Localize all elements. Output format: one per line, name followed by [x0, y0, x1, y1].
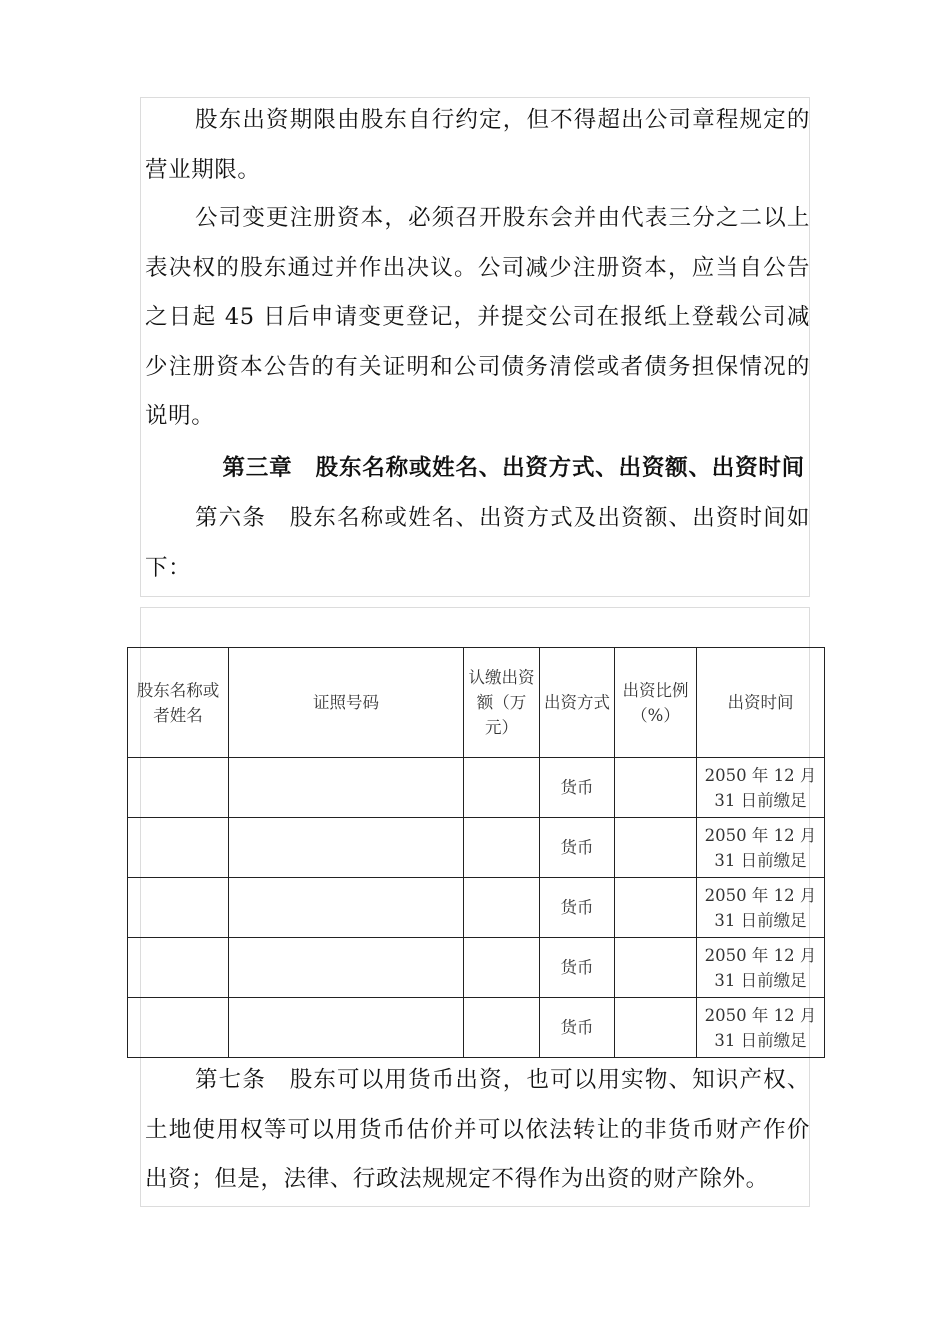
- cell-name: [128, 938, 229, 998]
- cell-id-number: [229, 938, 464, 998]
- header-contribution-method: 出资方式: [540, 648, 615, 758]
- cell-method: 货币: [540, 878, 615, 938]
- table-row: [128, 818, 825, 878]
- cell-amount: [464, 938, 540, 998]
- cell-name: [128, 998, 229, 1058]
- cell-amount: [464, 818, 540, 878]
- cell-time: 2050 年 12 月 31 日前缴足: [697, 938, 825, 998]
- cell-id-number: [229, 758, 464, 818]
- cell-time: 2050 年 12 月 31 日前缴足: [697, 758, 825, 818]
- cell-method: 货币: [540, 758, 615, 818]
- cell-ratio: [615, 998, 697, 1058]
- table-row: [128, 998, 825, 1058]
- article-seven: 第七条 股东可以用货币出资，也可以用实物、知识产权、土地使用权等可以用货币估价并可以依法转让的非货币财产作价出资；但是，法律、行政法规规定不得作为出资的财产除外。: [145, 1067, 810, 1192]
- cell-ratio: [615, 878, 697, 938]
- cell-method: 货币: [540, 998, 615, 1058]
- article-six: 第六条 股东名称或姓名、出资方式及出资额、出资时间如下：: [145, 505, 810, 581]
- chapter-heading: 第三章 股东名称或姓名、出资方式、出资额、出资时间: [222, 455, 805, 481]
- header-subscribed-amount: 认缴出资额（万元）: [464, 648, 540, 758]
- table-header-row: [128, 648, 825, 758]
- table-row: [128, 758, 825, 818]
- cell-name: [128, 818, 229, 878]
- cell-method: 货币: [540, 938, 615, 998]
- paragraph-capital-change: 公司变更注册资本，必须召开股东会并由代表三分之二以上表决权的股东通过并作出决议。公司减少注册资本，应当自公告之日起 45 日后申请变更登记，并提交公司在报纸上登载公司减少注册资本公告的有关证明和公司债务清偿或者债务担保情况的说明。: [145, 205, 810, 429]
- cell-time: 2050 年 12 月 31 日前缴足: [697, 818, 825, 878]
- header-contribution-ratio: 出资比例（%）: [615, 648, 697, 758]
- cell-amount: [464, 998, 540, 1058]
- cell-id-number: [229, 878, 464, 938]
- cell-ratio: [615, 758, 697, 818]
- table-row: [128, 938, 825, 998]
- cell-method: 货币: [540, 818, 615, 878]
- header-contribution-time: 出资时间: [697, 648, 825, 758]
- shareholder-table: [127, 647, 825, 1058]
- cell-ratio: [615, 818, 697, 878]
- cell-amount: [464, 878, 540, 938]
- cell-amount: [464, 758, 540, 818]
- cell-id-number: [229, 998, 464, 1058]
- table-row: [128, 878, 825, 938]
- cell-id-number: [229, 818, 464, 878]
- cell-name: [128, 878, 229, 938]
- cell-time: 2050 年 12 月 31 日前缴足: [697, 998, 825, 1058]
- cell-name: [128, 758, 229, 818]
- cell-time: 2050 年 12 月 31 日前缴足: [697, 878, 825, 938]
- paragraph-contribution-period: 股东出资期限由股东自行约定，但不得超出公司章程规定的营业期限。: [145, 107, 810, 183]
- header-shareholder-name: 股东名称或者姓名: [128, 648, 229, 758]
- cell-ratio: [615, 938, 697, 998]
- header-id-number: 证照号码: [229, 648, 464, 758]
